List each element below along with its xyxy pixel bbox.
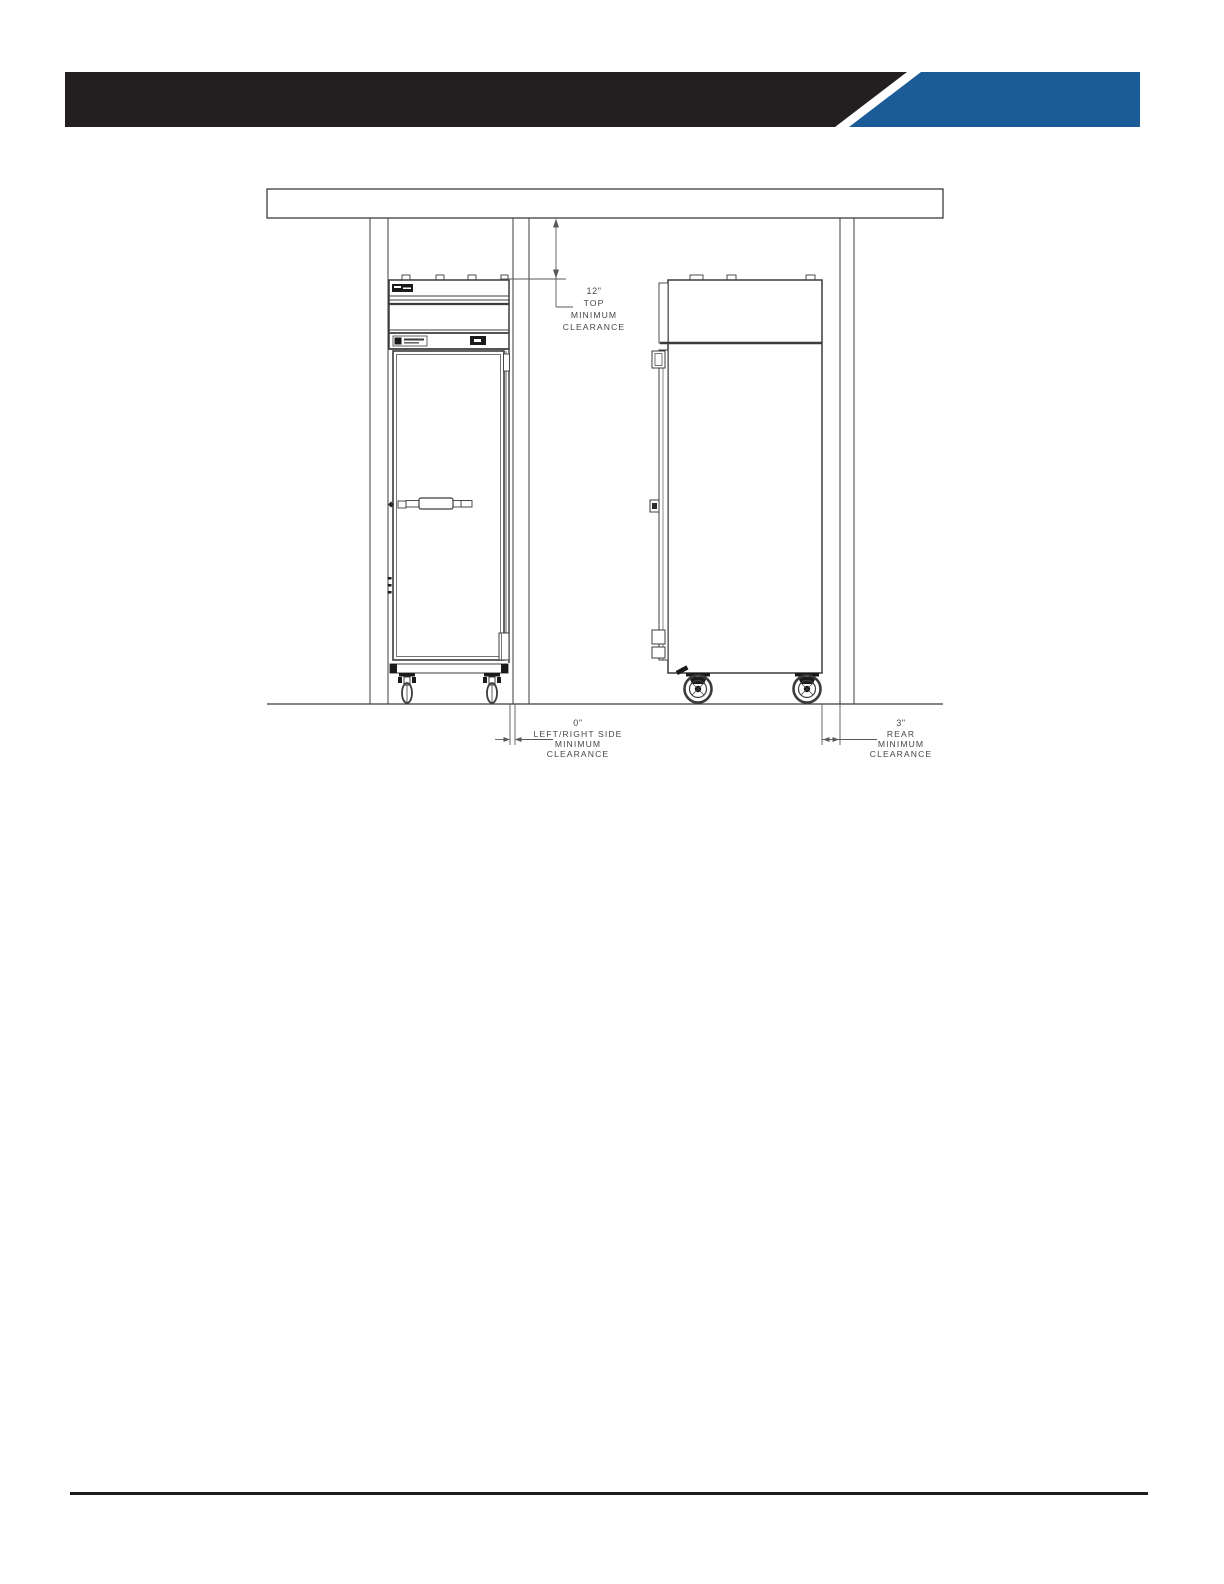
page-header-banner bbox=[65, 72, 1140, 127]
brand-badge bbox=[470, 336, 486, 345]
side-top-hinge bbox=[652, 351, 665, 368]
caster-side-right bbox=[794, 673, 821, 703]
header-black-band bbox=[65, 72, 907, 127]
rating-label bbox=[392, 284, 413, 292]
side-bottom-hinge bbox=[652, 630, 665, 658]
svg-text:MINIMUM: MINIMUM bbox=[554, 739, 602, 749]
svg-text:MINIMUM: MINIMUM bbox=[877, 739, 925, 749]
footer-rule bbox=[70, 1492, 1148, 1495]
svg-text:CLEARANCE: CLEARANCE bbox=[546, 749, 610, 759]
caster-front-right bbox=[483, 673, 501, 703]
svg-text:0": 0" bbox=[573, 718, 583, 728]
installation-clearance-diagram bbox=[267, 189, 943, 759]
svg-text:CLEARANCE: CLEARANCE bbox=[869, 749, 933, 759]
svg-text:12": 12" bbox=[586, 286, 602, 296]
side-clearance-label bbox=[534, 718, 623, 759]
right-wall bbox=[840, 218, 854, 704]
cabinet-side-body bbox=[668, 280, 822, 673]
rear-clearance-label bbox=[870, 718, 932, 759]
top-clearance-dimension bbox=[500, 219, 625, 333]
top-hinge bbox=[504, 354, 510, 371]
refrigerator-side-view bbox=[650, 275, 822, 703]
top-clearance-label bbox=[563, 286, 625, 332]
bottom-hinge bbox=[499, 633, 509, 660]
base-frame bbox=[390, 664, 508, 673]
rear-clearance-dimension bbox=[822, 704, 932, 759]
caster-front-left bbox=[398, 673, 416, 703]
ceiling bbox=[267, 189, 943, 218]
refrigerator-front-view bbox=[388, 275, 510, 703]
svg-text:LEFT/RIGHT SIDE: LEFT/RIGHT SIDE bbox=[533, 729, 623, 739]
svg-text:3": 3" bbox=[896, 718, 906, 728]
side-handle bbox=[650, 500, 659, 512]
svg-text:REAR: REAR bbox=[886, 729, 916, 739]
control-panel bbox=[393, 336, 427, 346]
svg-text:MINIMUM: MINIMUM bbox=[570, 310, 618, 320]
svg-text:CLEARANCE: CLEARANCE bbox=[562, 322, 626, 332]
side-clearance-dimension bbox=[495, 704, 622, 759]
left-wall bbox=[370, 218, 388, 704]
svg-text:TOP: TOP bbox=[583, 298, 605, 308]
door-edge-strip bbox=[659, 350, 668, 660]
middle-wall bbox=[513, 218, 529, 704]
